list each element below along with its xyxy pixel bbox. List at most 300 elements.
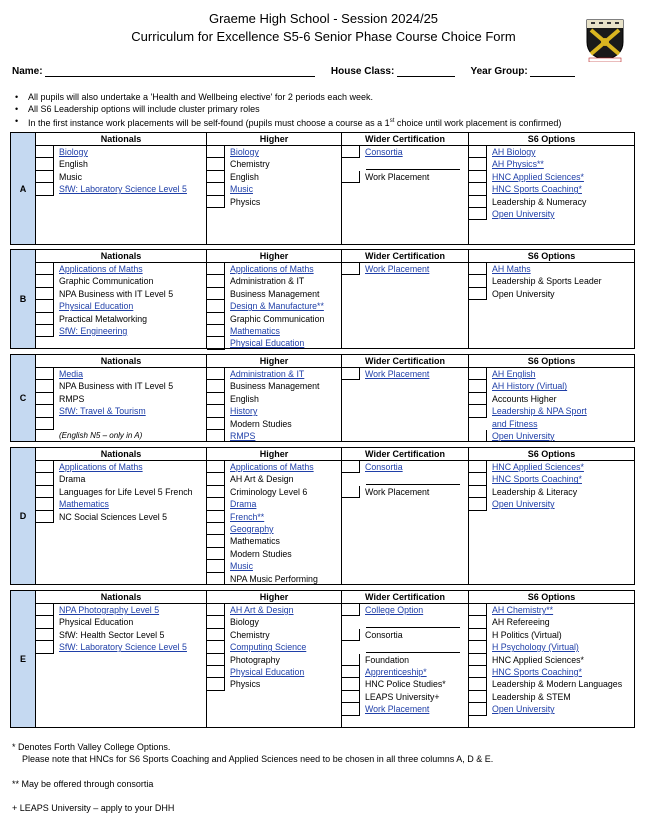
- choice-checkbox[interactable]: [469, 183, 487, 195]
- notes-list: [12, 91, 561, 129]
- choice-checkbox[interactable]: [207, 313, 225, 325]
- course-label: NPA Music Performing: [230, 573, 318, 584]
- course-option: [36, 604, 206, 616]
- course-option: [36, 616, 206, 628]
- course-label[interactable]: Geography: [230, 523, 274, 534]
- choice-checkbox[interactable]: [207, 486, 225, 498]
- choice-checkbox[interactable]: [36, 616, 54, 628]
- course-option: [342, 263, 468, 275]
- course-option: [207, 196, 341, 208]
- choice-checkbox[interactable]: [342, 486, 360, 498]
- column-wid: [341, 591, 468, 727]
- course-label[interactable]: Design & Manufacture**: [230, 301, 324, 312]
- choice-checkbox[interactable]: [207, 523, 225, 535]
- course-option: [36, 405, 206, 417]
- choice-checkbox[interactable]: [342, 171, 360, 183]
- course-label[interactable]: History: [230, 406, 258, 417]
- course-label: Physics: [230, 196, 261, 207]
- course-label: English: [230, 171, 259, 182]
- course-option: [469, 368, 634, 380]
- course-label: Leadership & Modern Languages: [492, 679, 623, 690]
- course-label: Criminology Level 6: [230, 486, 308, 497]
- course-option: [469, 158, 634, 170]
- choice-checkbox[interactable]: [469, 641, 487, 653]
- choice-checkbox[interactable]: [207, 337, 225, 349]
- course-option: [469, 461, 634, 473]
- choice-checkbox[interactable]: [36, 461, 54, 473]
- choice-checkbox[interactable]: [207, 183, 225, 195]
- choice-checkbox[interactable]: [207, 158, 225, 170]
- choice-checkbox[interactable]: [207, 146, 225, 158]
- choice-checkbox[interactable]: [469, 666, 487, 678]
- course-label[interactable]: Physical Education: [230, 338, 305, 349]
- column-header: Higher: [207, 250, 341, 263]
- course-option: [207, 511, 341, 523]
- course-option: [36, 275, 206, 287]
- choice-checkbox[interactable]: [469, 380, 487, 392]
- choice-checkbox[interactable]: [207, 461, 225, 473]
- column-hig: [206, 250, 341, 348]
- choice-checkbox[interactable]: [207, 275, 225, 287]
- note-item: • All S6 Leadership options will include cluster primary roles: [12, 103, 561, 115]
- course-option: [342, 641, 468, 653]
- choice-checkbox[interactable]: [469, 368, 487, 380]
- column-s6: [468, 355, 634, 441]
- choice-checkbox[interactable]: [36, 171, 54, 183]
- course-label: Leadership & Literacy: [492, 486, 578, 497]
- course-option: [207, 548, 341, 560]
- choice-checkbox[interactable]: [36, 380, 54, 392]
- choice-checkbox[interactable]: [36, 393, 54, 405]
- course-label: Accounts Higher: [492, 393, 557, 404]
- course-label: Open University: [492, 288, 555, 299]
- course-label[interactable]: RMPS: [230, 430, 256, 441]
- choice-checkbox[interactable]: [36, 511, 54, 523]
- column-nat: [35, 133, 206, 244]
- course-option: [207, 473, 341, 485]
- course-label[interactable]: AH Art & Design: [230, 605, 294, 615]
- course-option: [207, 535, 341, 547]
- choice-checkbox[interactable]: [207, 548, 225, 560]
- course-label: Business Management: [230, 288, 320, 299]
- choice-checkbox[interactable]: [469, 405, 487, 417]
- note-item: • All pupils will also undertake a 'Health and Wellbeing elective' for 2 periods each week.: [12, 91, 561, 103]
- course-label[interactable]: AH History (Virtual): [492, 381, 568, 392]
- column-wid: [341, 448, 468, 584]
- course-label: NC Social Sciences Level 5: [59, 511, 168, 522]
- course-label[interactable]: AH Maths: [492, 264, 531, 274]
- year-input[interactable]: [530, 66, 575, 77]
- course-label[interactable]: Administration & IT: [230, 369, 305, 379]
- course-option: [36, 430, 206, 442]
- course-label: Work Placement: [365, 171, 430, 182]
- course-label[interactable]: Biology: [230, 147, 259, 157]
- choice-checkbox[interactable]: [36, 275, 54, 287]
- course-label: Foundation: [365, 654, 410, 665]
- course-label[interactable]: SfW: Laboratory Science Level 5: [59, 642, 187, 653]
- course-option: [207, 641, 341, 653]
- course-label: Modern Studies: [230, 548, 292, 559]
- column-header: Wider Certification: [342, 591, 468, 604]
- column-s6: [468, 591, 634, 727]
- column-header: Higher: [207, 591, 341, 604]
- footer-note-consortia: ** May be offered through consortia: [12, 779, 154, 789]
- choice-checkbox[interactable]: [36, 641, 54, 653]
- choice-checkbox[interactable]: [207, 430, 225, 442]
- course-option: [207, 368, 341, 380]
- course-label[interactable]: Apprenticeship*: [365, 666, 427, 677]
- course-label: Photography: [230, 654, 280, 665]
- course-option: [36, 288, 206, 300]
- choice-checkbox[interactable]: [207, 511, 225, 523]
- course-label: Leadership & STEM: [492, 691, 571, 702]
- choice-checkbox[interactable]: [207, 629, 225, 641]
- column-header: Nationals: [36, 355, 206, 368]
- choice-checkbox[interactable]: [36, 604, 54, 616]
- course-option: [469, 288, 634, 300]
- choice-checkbox[interactable]: [36, 473, 54, 485]
- choice-checkbox[interactable]: [36, 405, 54, 417]
- course-option: [342, 666, 468, 678]
- column-hig: [206, 133, 341, 244]
- choice-checkbox[interactable]: [342, 678, 360, 690]
- choice-checkbox[interactable]: [469, 703, 487, 715]
- choice-checkbox[interactable]: [469, 654, 487, 666]
- course-label[interactable]: SfW: Engineering: [59, 325, 128, 336]
- course-option: [207, 560, 341, 572]
- house-input[interactable]: [397, 66, 455, 77]
- course-option: [342, 368, 468, 380]
- course-label: Practical Metalworking: [59, 313, 147, 324]
- choice-checkbox[interactable]: [469, 691, 487, 703]
- course-label[interactable]: Drama: [230, 499, 257, 510]
- course-option: [342, 158, 468, 170]
- choice-checkbox[interactable]: [36, 288, 54, 300]
- course-option: [469, 703, 634, 715]
- choice-checkbox[interactable]: [469, 629, 487, 641]
- choice-checkbox[interactable]: [36, 325, 54, 337]
- course-option: [36, 158, 206, 170]
- choice-checkbox[interactable]: [207, 393, 225, 405]
- course-option: [207, 418, 341, 430]
- choice-checkbox[interactable]: [469, 461, 487, 473]
- year-label: Year Group:: [470, 66, 528, 77]
- course-option: [207, 158, 341, 170]
- course-label[interactable]: Work Placement: [365, 369, 430, 379]
- choice-checkbox[interactable]: [342, 263, 360, 275]
- choice-checkbox[interactable]: [207, 263, 225, 275]
- choice-checkbox[interactable]: [469, 275, 487, 287]
- choice-checkbox[interactable]: [342, 703, 360, 715]
- column-header: S6 Options: [469, 448, 634, 461]
- choice-checkbox[interactable]: [36, 313, 54, 325]
- column-header: S6 Options: [469, 133, 634, 146]
- column-header: Nationals: [36, 591, 206, 604]
- choice-checkbox[interactable]: [342, 654, 360, 666]
- choice-checkbox[interactable]: [469, 171, 487, 183]
- choice-checkbox[interactable]: [207, 641, 225, 653]
- course-label: Leadership & Sports Leader: [492, 276, 602, 287]
- course-label[interactable]: HNC Sports Coaching*: [492, 474, 582, 485]
- student-fields: [12, 66, 575, 77]
- option-block-e: [10, 590, 635, 728]
- column-hig: [206, 591, 341, 727]
- course-option: [469, 604, 634, 616]
- choice-checkbox[interactable]: [469, 196, 487, 208]
- course-option: [207, 573, 341, 585]
- course-label: AH Art & Design: [230, 474, 294, 485]
- choice-checkbox[interactable]: [342, 691, 360, 703]
- option-block-c: [10, 354, 635, 442]
- choice-checkbox[interactable]: [36, 498, 54, 510]
- course-label[interactable]: HNC Sports Coaching*: [492, 184, 582, 195]
- choice-checkbox[interactable]: [207, 604, 225, 616]
- choice-checkbox[interactable]: [469, 678, 487, 690]
- column-nat: [35, 250, 206, 348]
- choice-checkbox[interactable]: [36, 158, 54, 170]
- choice-checkbox[interactable]: [207, 288, 225, 300]
- block-letter: E: [11, 591, 36, 727]
- course-label[interactable]: AH Chemistry**: [492, 605, 554, 615]
- choice-checkbox[interactable]: [469, 158, 487, 170]
- choice-checkbox[interactable]: [207, 171, 225, 183]
- block-letter: C: [11, 355, 36, 441]
- course-option: [207, 629, 341, 641]
- course-label: Languages for Life Level 5 French: [59, 486, 193, 497]
- choice-checkbox[interactable]: [469, 208, 487, 220]
- course-option: [36, 511, 206, 523]
- course-label[interactable]: NPA Photography Level 5: [59, 605, 160, 615]
- course-label[interactable]: Computing Science: [230, 642, 307, 653]
- choice-checkbox[interactable]: [342, 461, 360, 473]
- course-label[interactable]: SfW: Travel & Tourism: [59, 406, 146, 417]
- course-option: [207, 393, 341, 405]
- course-label[interactable]: Music: [230, 184, 253, 195]
- course-option: [469, 486, 634, 498]
- course-option: [469, 641, 634, 653]
- choice-checkbox[interactable]: [36, 368, 54, 380]
- footer-note-college: * Denotes Forth Valley College Options.: [12, 742, 171, 752]
- option-block-a: [10, 132, 635, 245]
- choice-checkbox[interactable]: [36, 183, 54, 195]
- course-label: Music: [59, 171, 82, 182]
- course-label[interactable]: Open University: [492, 208, 555, 219]
- course-label: Chemistry: [230, 159, 270, 170]
- course-option: [469, 666, 634, 678]
- column-header: Wider Certification: [342, 355, 468, 368]
- course-label[interactable]: SfW: Laboratory Science Level 5: [59, 184, 187, 195]
- course-label: Chemistry: [230, 629, 270, 640]
- course-label[interactable]: Consortia: [365, 147, 403, 157]
- choice-checkbox[interactable]: [36, 629, 54, 641]
- course-option: [36, 461, 206, 473]
- course-label[interactable]: Leadership & NPA Sport: [492, 406, 587, 417]
- course-option: [36, 146, 206, 158]
- course-option: [207, 325, 341, 337]
- course-option: [207, 300, 341, 312]
- course-option: [36, 380, 206, 392]
- course-label[interactable]: Mathematics: [59, 499, 109, 510]
- course-label[interactable]: Consortia: [365, 462, 403, 472]
- course-label[interactable]: Mathematics: [230, 325, 280, 336]
- course-label: English: [230, 393, 259, 404]
- course-option: [469, 498, 634, 510]
- choice-checkbox[interactable]: [342, 146, 360, 158]
- column-nat: [35, 448, 206, 584]
- course-option: [469, 380, 634, 392]
- column-header: Wider Certification: [342, 448, 468, 461]
- course-option: [207, 171, 341, 183]
- choice-checkbox[interactable]: [342, 629, 360, 641]
- course-label[interactable]: H Psychology (Virtual): [492, 642, 579, 653]
- course-option: [36, 418, 206, 430]
- choice-checkbox[interactable]: [469, 616, 487, 628]
- column-header: S6 Options: [469, 355, 634, 368]
- course-label[interactable]: French**: [230, 511, 265, 522]
- choice-checkbox[interactable]: [207, 325, 225, 337]
- choice-checkbox[interactable]: [207, 654, 225, 666]
- choice-checkbox[interactable]: [207, 560, 225, 572]
- course-label: HNC Applied Sciences*: [492, 654, 584, 665]
- choice-checkbox[interactable]: [469, 604, 487, 616]
- course-label[interactable]: HNC Applied Sciences*: [492, 462, 584, 472]
- choice-checkbox[interactable]: [469, 263, 487, 275]
- course-label[interactable]: Media: [59, 369, 83, 379]
- course-option: [36, 473, 206, 485]
- course-label[interactable]: Physical Education: [59, 301, 134, 312]
- course-option: [469, 654, 634, 666]
- course-label[interactable]: HNC Applied Sciences*: [492, 171, 584, 182]
- choice-checkbox[interactable]: [36, 300, 54, 312]
- course-label[interactable]: College Option: [365, 605, 424, 615]
- name-input[interactable]: [45, 66, 315, 77]
- course-option: [469, 616, 634, 628]
- choice-checkbox[interactable]: [207, 418, 225, 430]
- course-option: [36, 486, 206, 498]
- choice-checkbox[interactable]: [207, 300, 225, 312]
- course-label: Physics: [230, 679, 261, 690]
- course-option: [342, 171, 468, 183]
- choice-checkbox[interactable]: [36, 263, 54, 275]
- course-option: [36, 498, 206, 510]
- choice-checkbox[interactable]: [207, 380, 225, 392]
- course-label: Modern Studies: [230, 418, 292, 429]
- course-option: [469, 678, 634, 690]
- course-option: [207, 523, 341, 535]
- course-label[interactable]: Music: [230, 561, 253, 572]
- choice-checkbox[interactable]: [469, 393, 487, 405]
- course-label[interactable]: Biology: [59, 147, 88, 157]
- course-label[interactable]: Physical Education: [230, 666, 305, 677]
- course-label: SfW: Health Sector Level 5: [59, 629, 165, 640]
- course-option: [36, 641, 206, 653]
- course-option: [207, 337, 341, 349]
- course-option: [207, 146, 341, 158]
- choice-checkbox[interactable]: [36, 418, 54, 430]
- choice-checkbox[interactable]: [207, 473, 225, 485]
- course-option: [342, 604, 468, 616]
- course-label[interactable]: HNC Sports Coaching*: [492, 666, 582, 677]
- course-label[interactable]: Applications of Maths: [59, 264, 143, 274]
- course-label: Work Placement: [365, 486, 430, 497]
- course-option: [207, 380, 341, 392]
- course-label[interactable]: and Fitness: [492, 418, 538, 429]
- course-label[interactable]: Applications of Maths: [59, 462, 143, 472]
- course-label[interactable]: AH Biology: [492, 147, 536, 157]
- course-option: [207, 654, 341, 666]
- course-label[interactable]: Open University: [492, 499, 555, 510]
- course-option: [342, 654, 468, 666]
- course-label: Physical Education: [59, 617, 134, 628]
- course-option: [342, 461, 468, 473]
- course-label: Graphic Communication: [230, 313, 325, 324]
- choice-checkbox[interactable]: [207, 498, 225, 510]
- column-wid: [341, 250, 468, 348]
- course-label[interactable]: AH Physics**: [492, 159, 544, 170]
- footer-note-hnc: Please note that HNCs for S6 Sports Coaching and Applied Sciences need to be chosen in all three columns A, D & E.: [22, 754, 494, 764]
- footer-note-leaps: + LEAPS University – apply to your DHH: [12, 803, 175, 813]
- column-hig: [206, 448, 341, 584]
- choice-checkbox[interactable]: [207, 535, 225, 547]
- choice-checkbox[interactable]: [469, 146, 487, 158]
- choice-checkbox[interactable]: [342, 368, 360, 380]
- choice-checkbox[interactable]: [469, 486, 487, 498]
- course-label[interactable]: Open University: [492, 704, 555, 715]
- choice-checkbox[interactable]: [469, 430, 487, 442]
- choice-checkbox[interactable]: [207, 678, 225, 690]
- choice-checkbox[interactable]: [469, 288, 487, 300]
- course-label: LEAPS University+: [365, 691, 440, 702]
- course-option: [36, 393, 206, 405]
- choice-checkbox[interactable]: [207, 405, 225, 417]
- course-option: [207, 183, 341, 195]
- course-label: Administration & IT: [230, 276, 305, 287]
- choice-checkbox[interactable]: [207, 368, 225, 380]
- course-label[interactable]: Applications of Maths: [230, 264, 314, 274]
- course-option: [207, 275, 341, 287]
- course-label[interactable]: Applications of Maths: [230, 462, 314, 472]
- course-label[interactable]: Work Placement: [365, 704, 430, 715]
- choice-checkbox[interactable]: [469, 473, 487, 485]
- course-label[interactable]: Open University: [492, 430, 555, 441]
- choice-checkbox[interactable]: [342, 666, 360, 678]
- choice-checkbox[interactable]: [207, 573, 225, 585]
- course-option: [342, 486, 468, 498]
- column-header: Nationals: [36, 250, 206, 263]
- course-option: [469, 418, 634, 430]
- course-label[interactable]: Work Placement: [365, 264, 430, 274]
- choice-checkbox[interactable]: [36, 486, 54, 498]
- course-label: HNC Police Studies*: [365, 679, 446, 690]
- course-label: NPA Business with IT Level 5: [59, 288, 174, 299]
- column-hig: [206, 355, 341, 441]
- note-item: • In the first instance work placements will be self-found (pupils must choose a course as a 1st choice until work placement is confirmed): [12, 115, 561, 129]
- choice-checkbox[interactable]: [207, 196, 225, 208]
- course-option: [36, 300, 206, 312]
- choice-checkbox[interactable]: [469, 498, 487, 510]
- course-option: [342, 678, 468, 690]
- choice-checkbox[interactable]: [36, 146, 54, 158]
- choice-checkbox[interactable]: [207, 666, 225, 678]
- column-s6: [468, 250, 634, 348]
- course-label[interactable]: AH English: [492, 369, 536, 379]
- course-option: [469, 275, 634, 287]
- course-label: English: [59, 159, 88, 170]
- course-label: AH Refereeing: [492, 617, 550, 628]
- choice-checkbox[interactable]: [342, 604, 360, 616]
- course-option: [469, 691, 634, 703]
- choice-checkbox[interactable]: [207, 616, 225, 628]
